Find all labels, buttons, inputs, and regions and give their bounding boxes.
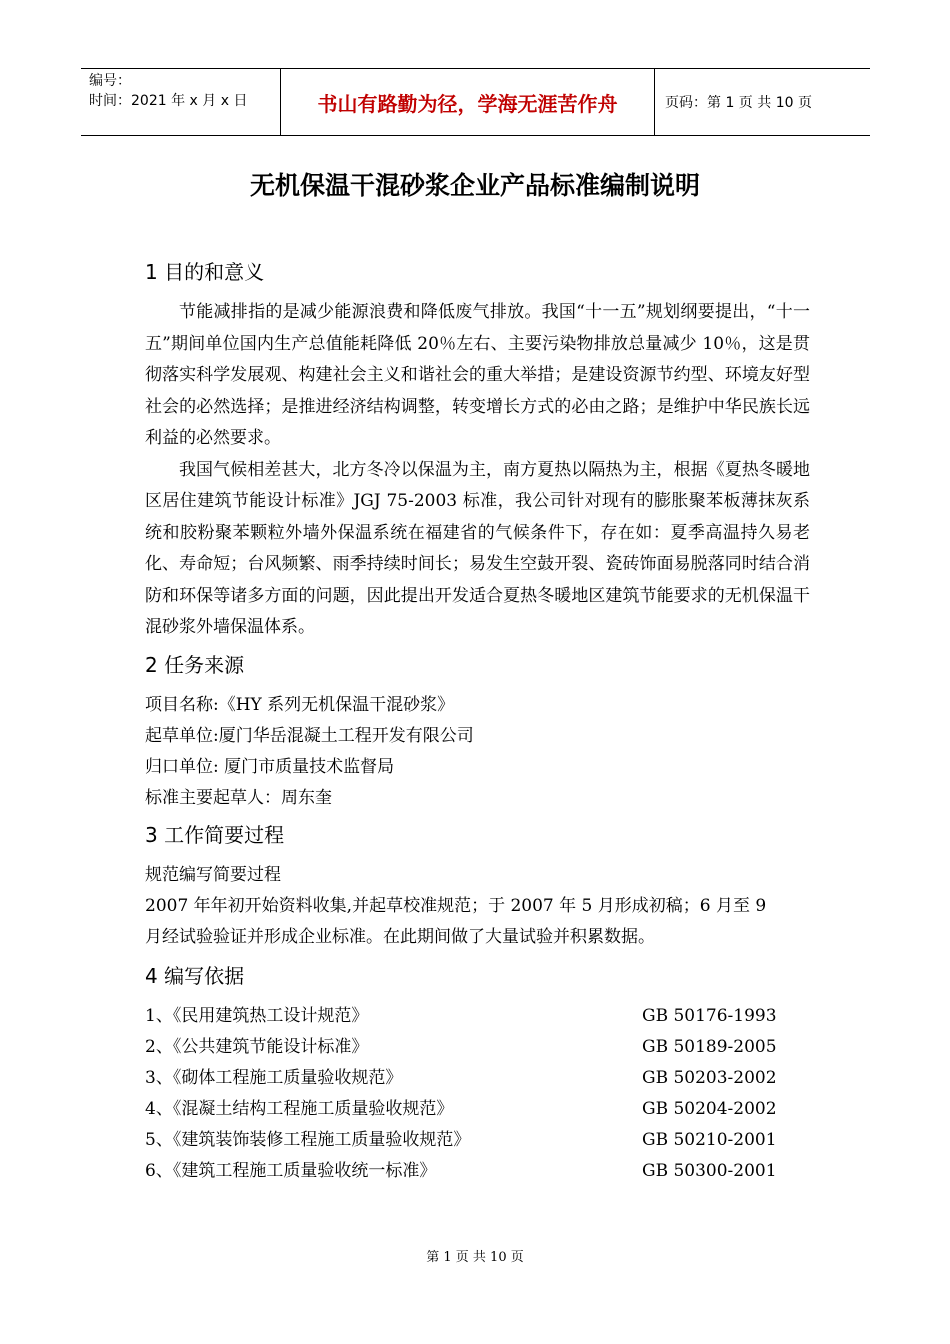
reference-name: 2、《公共建筑节能设计标准》 [145, 1036, 369, 1057]
process-line-1: 2007 年年初开始资料收集,并起草校准规范；于 2007 年 5 月形成初稿；6 月至 9 [145, 895, 767, 916]
reference-item [145, 1094, 810, 1125]
section-1-paragraph-1: 节能减排指的是减少能源浪费和降低废气排放。我国“十一五”规划纲要提出，“十一五”期间单位国内生产总值能耗降低 20％左右、主要污染物排放总量减少 10％，这是贯彻落实科学发展观、构建社会主义和谐社会的重大举措；是建设资源节约型、环境友好型社会的必然选择；是推进经济结构调整，转变增长方式的必由之路；是维护中华民族长远利益的必然要求。 [145, 302, 810, 448]
reference-item [145, 1125, 810, 1156]
section-3-heading: 3 工作简要过程 [145, 822, 285, 847]
document-title: 无机保温干混砂浆企业产品标准编制说明 [249, 171, 700, 200]
reference-name: 5、《建筑装饰装修工程施工质量验收规范》 [145, 1129, 471, 1150]
page-footer: 第 1 页 共 10 页 [426, 1250, 524, 1265]
header-motto [281, 69, 655, 135]
header-meta [81, 69, 281, 135]
reference-name: 1、《民用建筑热工设计规范》 [145, 1005, 369, 1026]
main-drafter-line: 标准主要起草人：周东奎 [145, 787, 332, 808]
reference-code: GB 50203-2002 [642, 1067, 777, 1088]
motto-text: 书山有路勤为径，学海无涯苦作舟 [317, 91, 618, 116]
process-line-2: 月经试验验证并形成企业标准。在此期间做了大量试验并积累数据。 [145, 926, 655, 947]
page-info-text: 页码：第 1 页 共 10 页 [665, 95, 812, 111]
reference-list [145, 1001, 810, 1187]
reference-code: GB 50176-1993 [642, 1005, 777, 1026]
reference-code: GB 50204-2002 [642, 1098, 777, 1119]
page-header [81, 68, 870, 136]
section-1-paragraph-2: 我国气候相差甚大，北方冬冷以保温为主，南方夏热以隔热为主，根据《夏热冬暖地区居住建筑节能设计标准》JGJ 75-2003 标准，我公司针对现有的膨胀聚苯板薄抹灰系统和胶粉聚苯颗粒外墙外保温系统在福建省的气候条件下，存在如：夏季高温持久易老化、寿命短；台风频繁、雨季持续时间长；易发生空鼓开裂、瓷砖饰面易脱落同时结合消防和环保等诸多方面的问题，因此提出开发适合夏热冬暖地区建筑节能要求的无机保温干混砂浆外墙保温体系。 [145, 459, 810, 637]
document-time-label: 时间：2021 年 x 月 x 日 [89, 93, 248, 109]
reference-code: GB 50189-2005 [642, 1036, 777, 1057]
reference-item [145, 1156, 810, 1187]
process-subtitle: 规范编写简要过程 [145, 864, 281, 885]
reference-item [145, 1001, 810, 1032]
project-name-line: 项目名称:《HY 系列无机保温干混砂浆》 [145, 694, 455, 715]
document-body [145, 255, 810, 1187]
reference-item [145, 1032, 810, 1063]
section-1-heading: 1 目的和意义 [145, 260, 265, 284]
reference-item [145, 1063, 810, 1094]
section-4-heading: 4 编写依据 [145, 963, 245, 988]
drafting-unit-line: 起草单位:厦门华岳混凝土工程开发有限公司 [145, 725, 474, 746]
reference-code: GB 50300-2001 [642, 1160, 777, 1181]
reference-name: 3、《砌体工程施工质量验收规范》 [145, 1067, 403, 1088]
document-number-label: 编号： [89, 73, 131, 89]
section-2-heading: 2 任务来源 [145, 652, 245, 677]
reference-code: GB 50210-2001 [642, 1129, 777, 1150]
supervising-unit-line: 归口单位: 厦门市质量技术监督局 [145, 756, 395, 777]
header-page-info [655, 69, 870, 135]
reference-name: 6、《建筑工程施工质量验收统一标准》 [145, 1160, 437, 1181]
reference-name: 4、《混凝土结构工程施工质量验收规范》 [145, 1098, 454, 1119]
